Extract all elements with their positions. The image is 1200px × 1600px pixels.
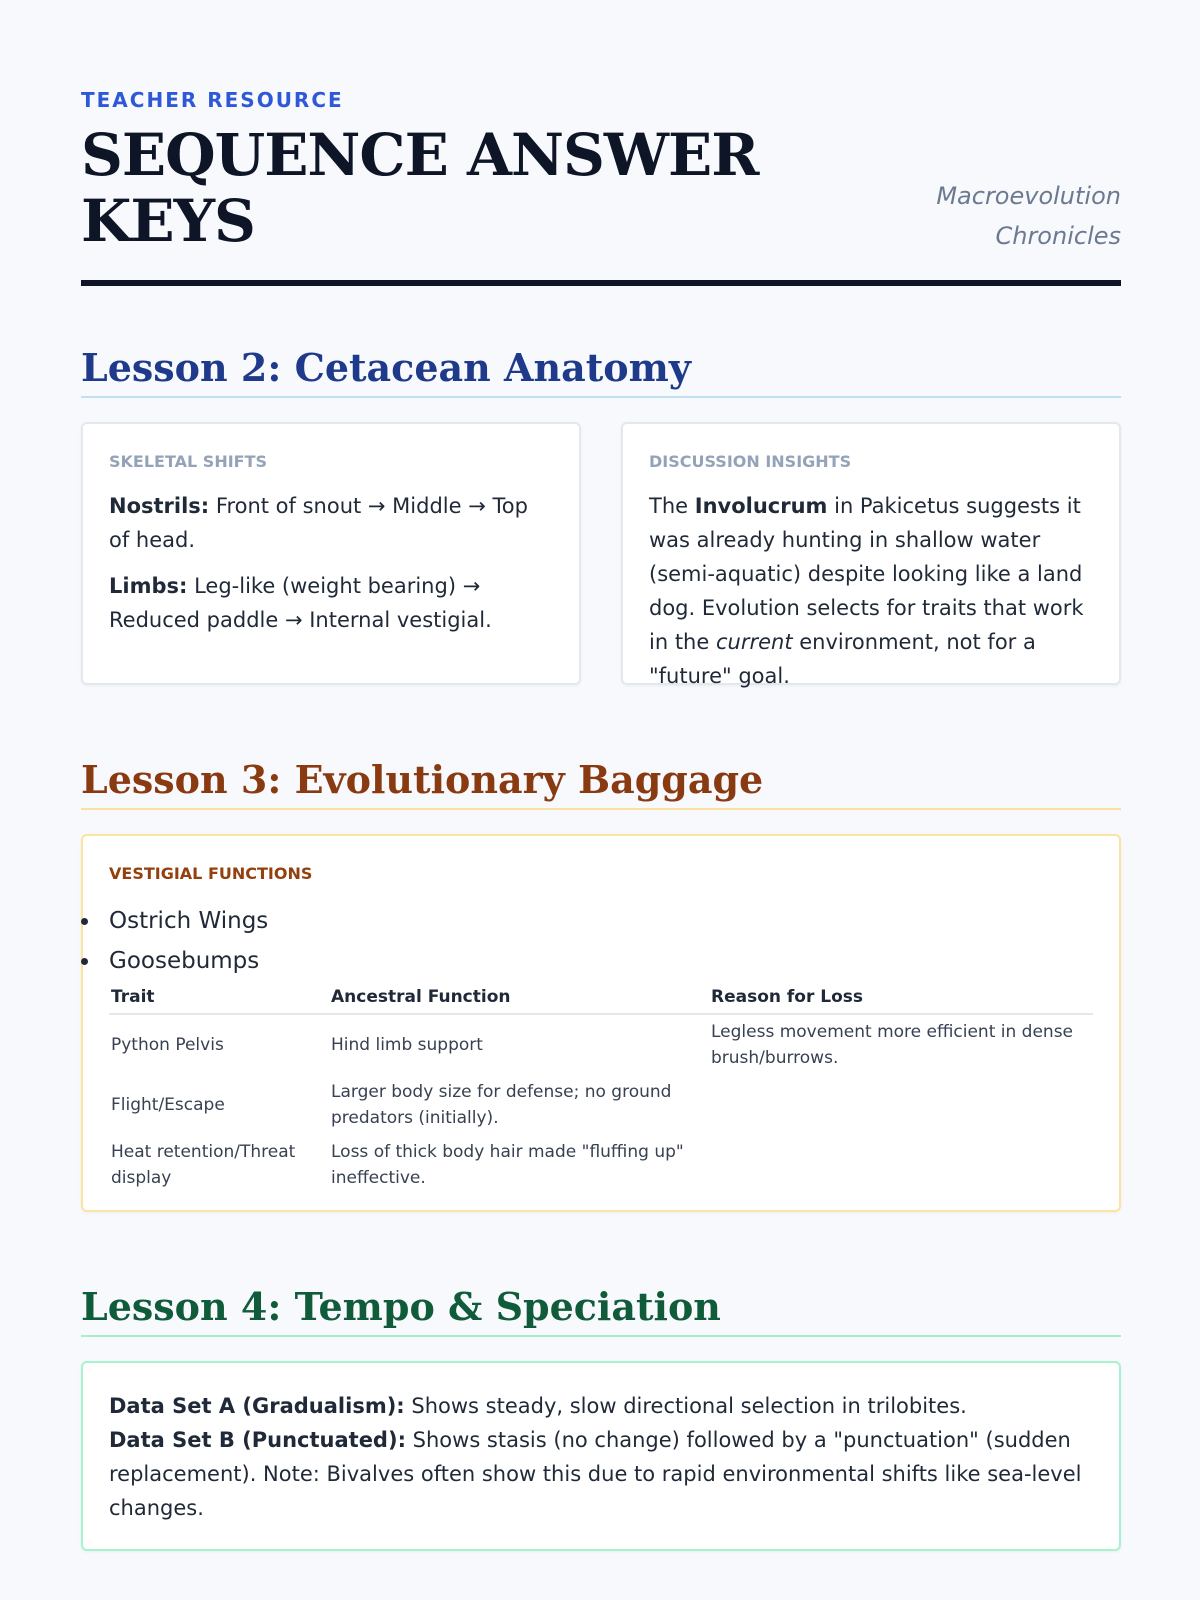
involucrum-term: Involucrum bbox=[694, 494, 828, 518]
discussion-insights-label: DISCUSSION INSIGHTS bbox=[649, 452, 852, 471]
column-header-ancestral-function: Ancestral Function bbox=[329, 983, 709, 1014]
vestigial-functions-label: VESTIGIAL FUNCTIONS bbox=[109, 864, 313, 883]
lesson-2-title: Lesson 2: Cetacean Anatomy bbox=[81, 344, 1121, 398]
page-header bbox=[81, 86, 1121, 286]
vestigial-functions-card bbox=[81, 834, 1121, 1212]
column-header-trait: Trait bbox=[109, 983, 329, 1014]
list-item bbox=[109, 941, 1093, 981]
skeletal-shifts-card bbox=[81, 422, 581, 685]
data-set-b-text bbox=[109, 1423, 1093, 1525]
discussion-text-c: environment, not for a "future" goal. bbox=[649, 630, 1036, 688]
data-set-a-term: Data Set A (Gradualism): bbox=[109, 1394, 405, 1418]
list-item bbox=[109, 901, 1093, 941]
vestigial-list bbox=[109, 901, 1093, 981]
table-cell bbox=[709, 1135, 1093, 1195]
nostrils-text bbox=[109, 489, 553, 557]
table-row bbox=[109, 1135, 1093, 1195]
header-divider bbox=[81, 280, 1121, 286]
skeletal-shifts-label: SKELETAL SHIFTS bbox=[109, 452, 268, 471]
series-line-2: Chronicles bbox=[995, 222, 1121, 250]
limbs-desc: Leg-like (weight bearing) → Reduced paddle → Internal vestigial. bbox=[109, 574, 492, 632]
limbs-text bbox=[109, 569, 553, 637]
table-cell: Legless movement more efficient in dense brush/burrows. bbox=[711, 1022, 1074, 1068]
table-cell: Loss of thick body hair made "fluffing up" ineffective. bbox=[331, 1142, 684, 1188]
table-cell: Heat retention/Threat display bbox=[111, 1142, 296, 1188]
list-item-text: Goosebumps bbox=[109, 948, 260, 974]
table-header-row bbox=[109, 983, 1093, 1014]
bullet-icon bbox=[81, 918, 88, 925]
table-cell: Larger body size for defense; no ground predators (initially). bbox=[331, 1082, 672, 1128]
series-name bbox=[881, 176, 1121, 256]
lesson-3-title: Lesson 3: Evolutionary Baggage bbox=[81, 756, 1121, 810]
table-cell: Hind limb support bbox=[331, 1035, 483, 1055]
data-set-b-desc: Shows stasis (no change) followed by a "punctuation" (sudden replacement). Note: Bivalves often show this due to rapid environmental shifts like sea-level changes. bbox=[109, 1428, 1082, 1520]
discussion-text-b: in Pakicetus suggests it was already hunting in shallow water (semi-aquatic) despite looking like a land dog. Evolution selects for traits that work in the bbox=[649, 494, 1084, 654]
data-set-b-term: Data Set B (Punctuated): bbox=[109, 1428, 406, 1452]
table-cell: Flight/Escape bbox=[111, 1095, 225, 1115]
table-row bbox=[109, 1075, 1093, 1135]
data-set-a-text bbox=[109, 1389, 1093, 1423]
discussion-insights-card bbox=[621, 422, 1121, 688]
current-emphasis: current bbox=[715, 630, 793, 654]
trait-table bbox=[109, 983, 1093, 1195]
discussion-text bbox=[649, 489, 1093, 693]
limbs-term: Limbs: bbox=[109, 574, 188, 598]
bullet-icon bbox=[81, 958, 88, 965]
lesson-4-title: Lesson 4: Tempo & Speciation bbox=[81, 1283, 1121, 1337]
nostrils-desc: Front of snout → Middle → Top of head. bbox=[109, 494, 528, 552]
discussion-text-a: The bbox=[649, 494, 689, 518]
data-set-a-desc: Shows steady, slow directional selection in trilobites. bbox=[411, 1394, 967, 1418]
list-item-text: Ostrich Wings bbox=[109, 908, 269, 934]
series-line-1: Macroevolution bbox=[936, 182, 1121, 210]
eyebrow-label: TEACHER RESOURCE bbox=[81, 88, 344, 112]
table-row bbox=[109, 1014, 1093, 1075]
table-cell: Python Pelvis bbox=[111, 1035, 224, 1055]
nostrils-term: Nostrils: bbox=[109, 494, 210, 518]
page-title: SEQUENCE ANSWER KEYS bbox=[81, 121, 759, 255]
tempo-speciation-card bbox=[81, 1361, 1121, 1551]
column-header-reason-for-loss: Reason for Loss bbox=[709, 983, 1093, 1014]
table-cell bbox=[709, 1075, 1093, 1135]
